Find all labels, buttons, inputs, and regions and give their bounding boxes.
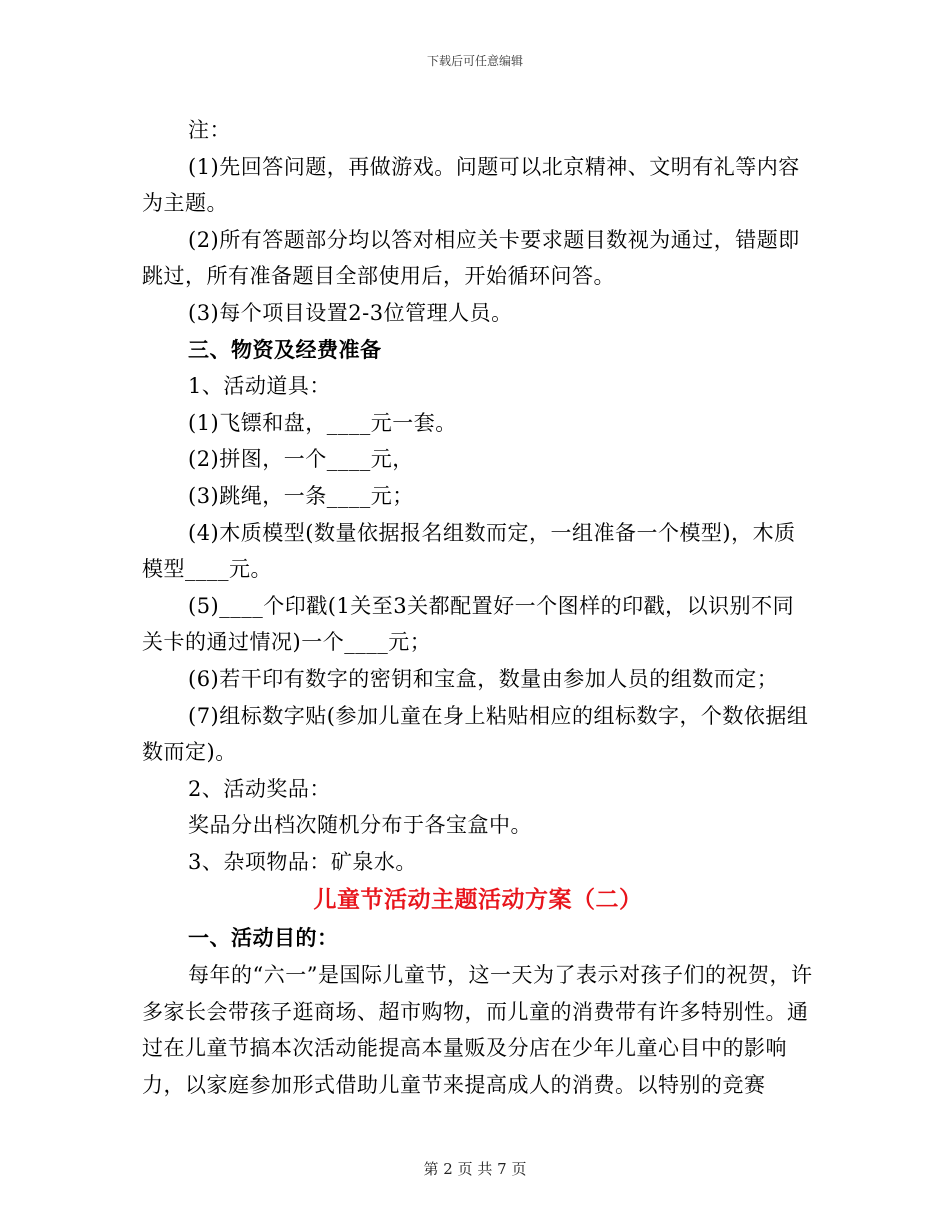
paragraph: (3)每个项目设置2-3位管理人员。 xyxy=(188,300,513,325)
paragraph: (7)组标数字贴(参加儿童在身上粘贴相应的组标数字，个数依据组数而定)。 xyxy=(142,703,809,765)
page-footer: 第 2 页 共 7 页 xyxy=(423,1160,527,1178)
section-title: 儿童节活动主题活动方案（二） xyxy=(313,886,643,914)
paragraph: (4)木质模型(数量依据报名组数而定，一组准备一个模型)，木质模型____元。 xyxy=(142,520,796,582)
paragraph: (6)若干印有数字的密钥和宝盒，数量由参加人员的组数而定； xyxy=(188,666,779,691)
paragraph: 每年的“六一”是国际儿童节，这一天为了表示对孩子们的祝贺，许多家长会带孩子逛商场、超市购物，而儿童的消费带有许多特别性。通过在儿童节搞本次活动能提高本量贩及分店在少年儿童心目中的影响力，以家庭参加形式借助儿童节来提高成人的消费。以特别的竞赛 xyxy=(142,963,813,1097)
section-heading: 一、活动目的： xyxy=(188,925,339,951)
paragraph: 2、活动奖品： xyxy=(188,776,331,801)
section-heading: 三、物资及经费准备 xyxy=(188,336,382,362)
document-body xyxy=(142,112,814,1103)
paragraph: 注： xyxy=(188,118,231,142)
paragraph: (1)飞镖和盘，____元一套。 xyxy=(188,410,457,435)
paragraph: 3、杂项物品：矿泉水。 xyxy=(188,849,417,874)
paragraph: (5)____个印戳(1关至3关都配置好一个图样的印戳，以识别不同关卡的通过情况)一个____元； xyxy=(142,593,795,655)
paragraph: (2)所有答题部分均以答对相应关卡要求题目数视为通过，错题即跳过，所有准备题目全部使用后，开始循环问答。 xyxy=(142,227,800,289)
paragraph: 奖品分出档次随机分布于各宝盒中。 xyxy=(188,813,532,838)
paragraph: (3)跳绳，一条____元； xyxy=(188,483,414,508)
paragraph: 1、活动道具： xyxy=(188,374,331,399)
page-header: 下载后可任意编辑 xyxy=(426,54,523,68)
paragraph: (1)先回答问题，再做游戏。问题可以北京精神、文明有礼等内容为主题。 xyxy=(142,154,800,216)
paragraph: (2)拼图，一个____元， xyxy=(188,447,414,472)
